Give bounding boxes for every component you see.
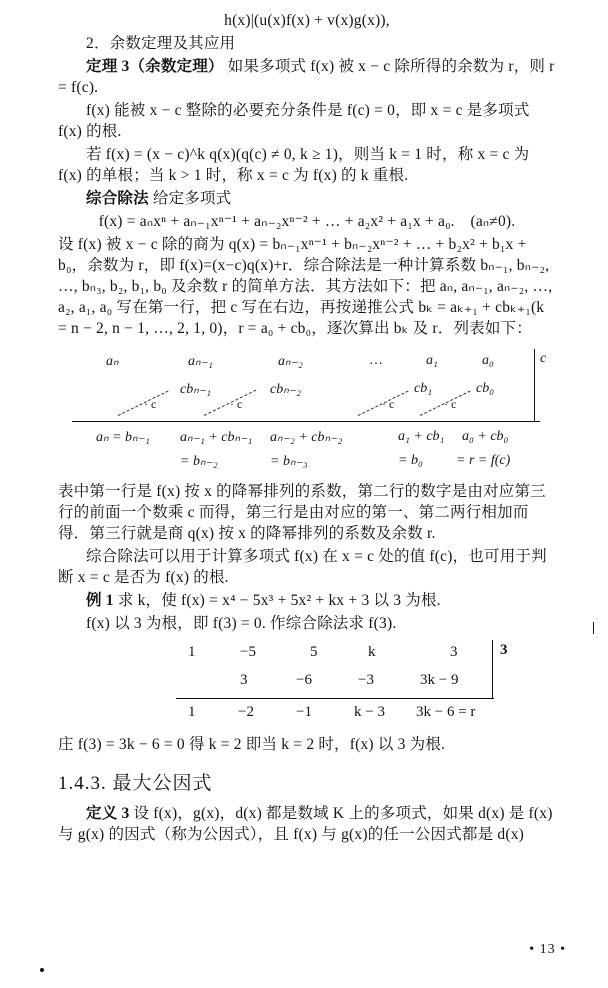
tg-r3-c3: aₙ₋₂ + cbₙ₋₂	[270, 430, 343, 445]
heading-remainder-theorem: 2．余数定理及其应用	[86, 35, 236, 52]
top-formula: h(x)|(u(x)f(x) + v(x)g(x)),	[224, 12, 390, 29]
te-r3-c2: −2	[238, 704, 254, 720]
te-r1-c1: 1	[188, 644, 196, 660]
corner-dot	[40, 968, 44, 972]
te-vrule	[492, 640, 493, 698]
tg-r2-c4: cb₀	[476, 381, 495, 396]
para-divisible: f(x) 能被 x − c 整除的必要充分条件是 f(c) = 0，即 x = c 是多项式 f(x) 的根.	[58, 102, 530, 140]
tg-r2-c1: cbₙ₋₁	[180, 382, 212, 397]
synthetic-division-table-example	[58, 642, 556, 728]
tg-hrule	[72, 421, 540, 422]
definition-3-text: 设 f(x)，g(x)，d(x) 都是数域 K 上的多项式，如果 d(x) 是 f(x) 与 g(x) 的因式（称为公因式），且 f(x) 与 g(x)的任一公因式都是 d(x)	[58, 805, 553, 843]
page-number: • 13 •	[529, 942, 566, 957]
tg-arrow-label-3: · c	[382, 397, 395, 411]
tg-r1-c6: a₀	[482, 353, 494, 368]
tg-r3-c4: a₁ + cb₁	[398, 429, 445, 444]
example-1-solution: f(x) 以 3 为根，即 f(3) = 0. 作综合除法求 f(3).	[86, 615, 397, 632]
te-r3-c1: 1	[188, 704, 196, 720]
te-r1-c4: k	[368, 644, 376, 660]
theorem-3-label: 定理 3（余数定理）	[86, 58, 224, 75]
section-title: 最大公因式	[112, 773, 213, 794]
te-r1-c3: 5	[310, 644, 318, 660]
te-r3-c5: 3k − 6 = r	[416, 704, 476, 720]
tg-r2-c2: cbₙ₋₂	[270, 382, 302, 397]
tg-r4-c4: = r = f(c)	[456, 453, 511, 468]
tg-r2-c3: cb₁	[414, 381, 433, 396]
para-usage: 综合除法可以用于计算多项式 f(x) 在 x = c 处的值 f(c)，也可用于判断 x = c 是否为 f(x) 的根.	[58, 548, 547, 586]
theorem-3-text: 如果多项式 f(x) 被 x − c 除所得的余数为 r，则 r = f(c).	[58, 58, 555, 96]
tg-r3-c2: aₙ₋₁ + cbₙ₋₁	[180, 430, 253, 445]
tg-arrow-label-2: · c	[230, 397, 243, 411]
synthetic-division-label: 综合除法	[86, 190, 149, 207]
te-r2-c2: −6	[296, 672, 312, 688]
para-quotient: 设 f(x) 被 x − c 除的商为 q(x) = bₙ₋₁xⁿ⁻¹ + bₙ₋₂xⁿ⁻² + … + b₂x² + b₁x + b₀，余数为 r，即 f(x)=(x−c)q(x)+r．综合除法是一种计算系数 bₙ₋₁, bₙ₋₂, …, bₙ₃, b₂, b₁, b₀ 及余数 r 的简单方法．其方法如下：把 aₙ, aₙ₋₁, aₙ₋₂, …, a₂, a₁, a₀ 写在第一行，把 c 写在右边，再按递推公式 bₖ = aₖ₊₁ + cbₖ₊₁(k = n − 2, n − 1, …, 2, 1, 0)，r = a₀ + cb₀，逐次算出 bₖ 及 r．列表如下：	[58, 236, 553, 337]
te-r2-c1: 3	[240, 672, 248, 688]
synthetic-division-table-general	[58, 349, 556, 477]
tg-arrow-label-4: · c	[444, 397, 457, 411]
tg-r1-c5: a₁	[426, 353, 438, 368]
para-explain-table: 表中第一行是 f(x) 按 x 的降幂排列的系数，第二行的数字是由对应第三行的前面一个数乘 c 而得，第三行是由对应的第一、第二两行相加而得．第三行就是商 q(x) 按 x 的降幂排列的系数及余数 r.	[58, 483, 546, 542]
te-r1-c2: −5	[240, 644, 256, 660]
te-r3-c4: k − 3	[354, 704, 385, 720]
tg-r4-c2: = bₙ₋₃	[270, 454, 308, 469]
te-r2-c3: −3	[358, 672, 374, 688]
tg-divisor: c	[540, 351, 547, 366]
te-hrule	[176, 698, 494, 699]
tg-r3-c1: aₙ = bₙ₋₁	[96, 430, 150, 445]
example-1-conclusion: 庄 f(3) = 3k − 6 = 0 得 k = 2 即当 k = 2 时，f(x) 以 3 为根.	[58, 736, 446, 753]
para-multiple-root: 若 f(x) = (x − c)^k q(x)(q(c) ≠ 0, k ≥ 1)，则当 k = 1 时，称 x = c 为 f(x) 的单根；当 k > 1 时，称 x = c 为 f(x) 的 k 重根.	[58, 146, 530, 184]
polynomial-f: f(x) = aₙxⁿ + aₙ₋₁xⁿ⁻¹ + aₙ₋₂xⁿ⁻² + … + a₂x² + a₁x + a₀. (aₙ≠0).	[98, 213, 516, 230]
tg-arrow-label-1: · c	[144, 397, 157, 411]
definition-3	[58, 803, 556, 845]
te-divisor: 3	[500, 642, 508, 658]
tg-r4-c3: = b₀	[398, 453, 423, 468]
tg-vrule	[534, 349, 535, 421]
tg-r3-c5: a₀ + cb₀	[462, 429, 509, 444]
example-1-label: 例 1	[86, 592, 114, 609]
tg-r1-c3: aₙ₋₂	[278, 354, 303, 369]
margin-tick	[593, 622, 594, 634]
te-r1-c5: 3	[450, 644, 458, 660]
synthetic-division-lead: 给定多项式	[152, 190, 232, 207]
tg-r1-c2: aₙ₋₁	[188, 354, 213, 369]
te-r3-c3: −1	[296, 704, 312, 720]
section-heading	[58, 771, 556, 797]
page-content	[58, 10, 556, 847]
example-1-text: 求 k，使 f(x) = x⁴ − 5x³ + 5x² + kx + 3 以 3 为根.	[117, 592, 441, 609]
tg-r1-c4: …	[370, 353, 383, 368]
heading-synthetic-division	[58, 188, 556, 209]
tg-r4-c1: = bₙ₋₂	[180, 454, 218, 469]
te-r2-c4: 3k − 9	[420, 672, 459, 688]
section-number: 1.4.3.	[58, 773, 107, 794]
example-1	[58, 590, 556, 611]
theorem-3	[58, 56, 556, 98]
definition-3-label: 定义 3	[86, 805, 130, 822]
tg-r1-c1: aₙ	[106, 354, 119, 369]
